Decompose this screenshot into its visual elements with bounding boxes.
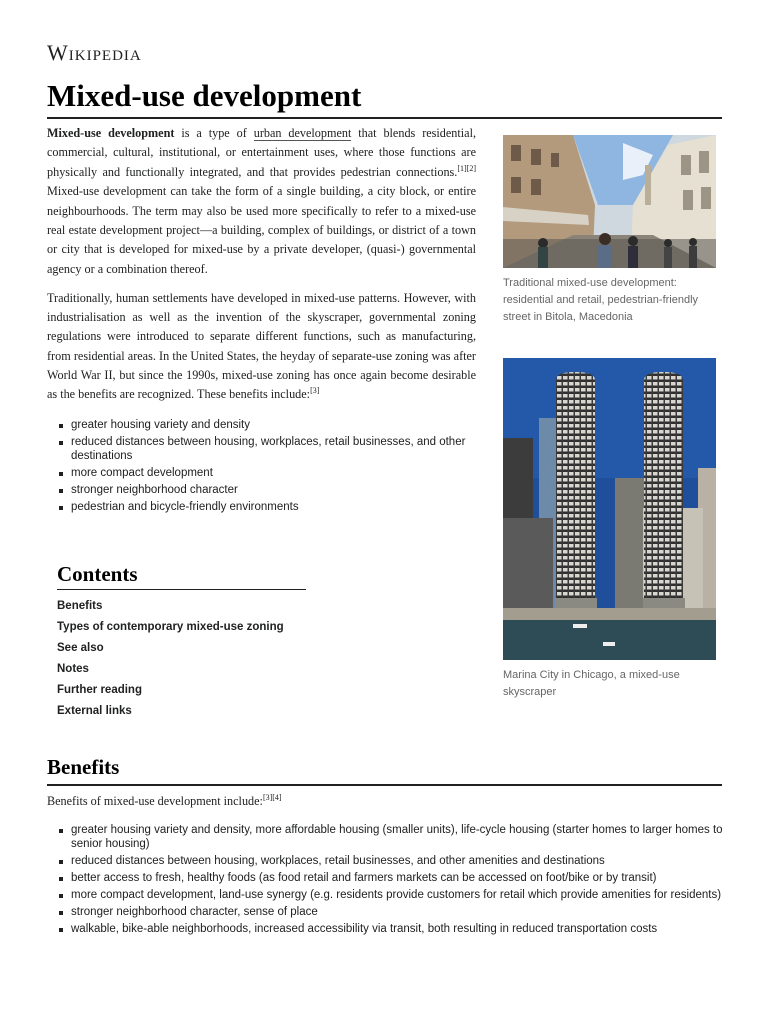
- bitola-street-image[interactable]: [503, 135, 716, 268]
- benefits-intro: [47, 792, 282, 810]
- lead-term: Mixed-use development: [47, 126, 175, 140]
- toc-item-external-links[interactable]: External links: [57, 705, 132, 717]
- list-item: greater housing variety and density, more affordable housing (smaller units), life-cycle housing (starter homes to larger homes to senior housing): [47, 824, 737, 851]
- contents-divider: [57, 589, 306, 590]
- urban-development-link[interactable]: urban development: [253, 126, 352, 140]
- list-item: reduced distances between housing, workplaces, retail businesses, and other amenities and destinations: [47, 855, 737, 869]
- history-text: Traditionally, human settlements have developed in mixed-use patterns. However, with industrialisation as well as the invention of the skyscraper, governmental zoning regulations were introduced to separate different functions, such as manufacturing, from residential areas. In the United States, the heyday of separate-use zoning was after World War II, but since the 1990s, mixed-use zoning has once again become desirable as the benefits are recognized. These benefits include:: [47, 291, 476, 402]
- figure-caption: Marina City in Chicago, a mixed-use skyscraper: [503, 669, 680, 698]
- lead-text-2: that blends residential, commercial, cultural, institutional, or entertainment uses, where those functions are physically and functionally integrated, and that provides pedestrian connections.: [47, 126, 477, 179]
- lead-text-3: Mixed-use development can take the form of a single building, a city block, or entire neighbourhoods. The term may also be used more specifically to refer to a mixed-use real estate development project—a building, complex of buildings, or district of a town or city that is developed for mixed-use by a private developer, (quasi-) governmental agency or a combination thereof.: [47, 184, 476, 276]
- wikipedia-wordmark[interactable]: Wikipedia: [47, 40, 142, 65]
- list-item: greater housing variety and density: [47, 419, 487, 433]
- list-item: more compact development, land-use synergy (e.g. residents provide customers for retail which provide amenities for residents): [47, 889, 737, 903]
- citation-1-2[interactable]: [1][2]: [457, 163, 476, 173]
- list-item: more compact development: [47, 467, 487, 481]
- figure-marina-city: [503, 358, 716, 701]
- table-of-contents: [57, 597, 284, 723]
- list-item: better access to fresh, healthy foods (as food retail and farmers markets can be accessed on foot/bike or by transit): [47, 872, 737, 886]
- toc-item-benefits[interactable]: Benefits: [57, 600, 103, 612]
- marina-city-image[interactable]: [503, 358, 716, 660]
- list-item: pedestrian and bicycle-friendly environments: [47, 501, 487, 515]
- title-divider: [47, 117, 722, 119]
- benefits-intro-text: Benefits of mixed-use development include:: [47, 794, 263, 808]
- figure-caption: Traditional mixed-use development: residential and retail, pedestrian-friendly street in Bitola, Macedonia: [503, 277, 699, 323]
- contents-heading: Contents: [57, 562, 138, 586]
- figure-bitola-street: [503, 135, 716, 326]
- benefits-list: [47, 824, 737, 940]
- toc-item-notes[interactable]: Notes: [57, 663, 89, 675]
- page-title: Mixed-use development: [47, 78, 362, 113]
- lead-text-1: is a type of: [174, 126, 254, 140]
- toc-item-further-reading[interactable]: Further reading: [57, 684, 142, 696]
- benefits-divider: [47, 784, 722, 786]
- history-paragraph: [47, 289, 476, 404]
- benefits-summary-list: [47, 419, 487, 518]
- list-item: stronger neighborhood character, sense of place: [47, 906, 737, 920]
- citation-3-4[interactable]: [3][4]: [262, 792, 282, 802]
- toc-item-types[interactable]: Types of contemporary mixed-use zoning: [57, 621, 284, 633]
- list-item: walkable, bike-able neighborhoods, increased accessibility via transit, both resulting in reduced transportation costs: [47, 923, 737, 937]
- toc-item-see-also[interactable]: See also: [57, 642, 104, 654]
- list-item: stronger neighborhood character: [47, 484, 487, 498]
- citation-3[interactable]: [3]: [310, 385, 320, 395]
- lead-paragraph: [47, 124, 476, 279]
- benefits-heading: Benefits: [47, 755, 120, 779]
- list-item: reduced distances between housing, workplaces, retail businesses, and other destinations: [47, 436, 487, 463]
